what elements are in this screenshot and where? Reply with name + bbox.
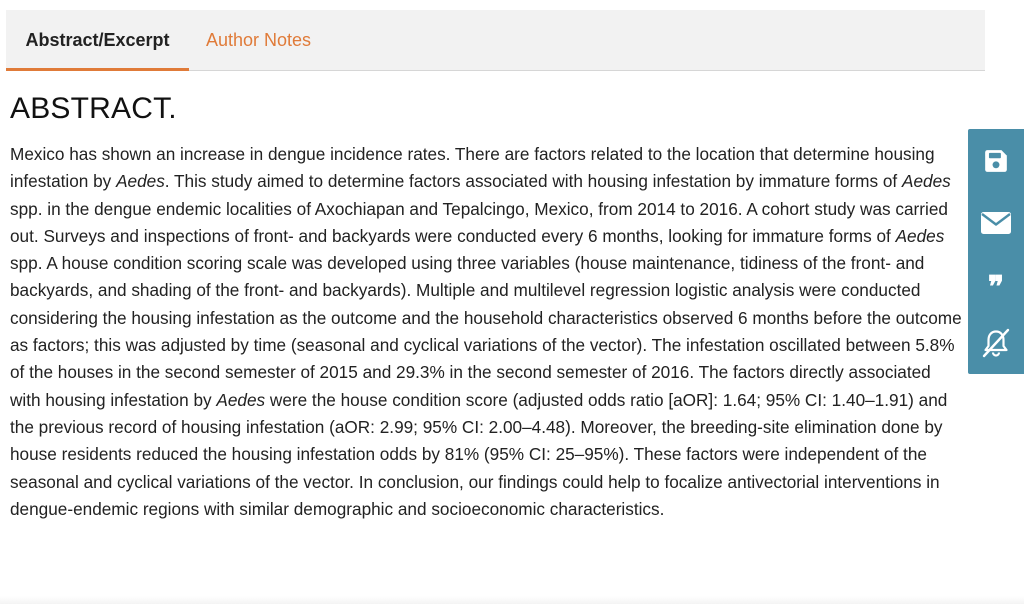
alert-button[interactable] — [968, 313, 1024, 373]
abstract-text-segment: spp. A house condition scoring scale was developed using three variables (house maintenance, tidiness of the front- and backyards, and shading of the front- and backyards). Multiple and multilevel regression logistic analysis were conducted considering the housing infestation as the outcome and the household characteristics observed 6 months before the outcome as factors; this was adjusted by time (seasonal and cyclical variations of the vector). The infestation oscillated between 5.8% of the houses in the second semester of 2015 and 29.3% in the second semester of 2016. The factors directly associated with housing infestation by — [10, 253, 962, 410]
abstract-text-segment: spp. in the dengue endemic localities of Axochiapan and Tepalcingo, Mexico, from 2014 to 2016. A cohort study was carried out. Surveys and inspections of front- and backyards were conducted every 6 months, looking for immature forms of — [10, 198, 948, 246]
alert-off-icon — [980, 327, 1012, 359]
tab-author-notes[interactable]: Author Notes — [206, 30, 312, 50]
email-icon — [980, 211, 1012, 235]
footer-divider — [0, 596, 1024, 604]
abstract-text — [10, 141, 965, 523]
save-button[interactable] — [968, 131, 1024, 191]
quote-icon: ❞ — [987, 270, 1005, 305]
tab-abstract-excerpt[interactable]: Abstract/Excerpt — [6, 10, 189, 71]
cite-button[interactable] — [968, 253, 1024, 313]
abstract-text-species: Aedes — [216, 389, 266, 410]
tab-bar — [6, 10, 985, 71]
abstract-heading: ABSTRACT. — [10, 92, 177, 125]
email-button[interactable] — [968, 193, 1024, 253]
abstract-text-species: Aedes — [895, 225, 945, 246]
abstract-text-segment: Mexico has shown an increase in dengue incidence rates. There are factors related to the location that determine housing infestation by — [10, 144, 935, 192]
abstract-text-segment: . This study aimed to determine factors associated with housing infestation by immature forms of — [164, 171, 902, 192]
abstract-text-species: Aedes — [116, 171, 165, 192]
article-tools-sidebar — [968, 129, 1024, 374]
abstract-text-segment: were the house condition score (adjusted odds ratio [aOR]: 1.64; 95% CI: 1.40–1.91) and the previous record of housing infestation (aOR: 2.99; 95% CI: 2.00–4.48). Moreover, the breeding-site elimination done by house residents reduced the housing infestation odds by 81% (95% CI: 25–95%). These factors were independent of the seasonal and cyclical variations of the vector. In conclusion, our findings could help to focalize antivectorial interventions in dengue-endemic regions with similar demographic and socioeconomic characteristics. — [10, 389, 948, 519]
save-icon — [983, 148, 1009, 174]
abstract-text-species: Aedes — [901, 171, 951, 192]
